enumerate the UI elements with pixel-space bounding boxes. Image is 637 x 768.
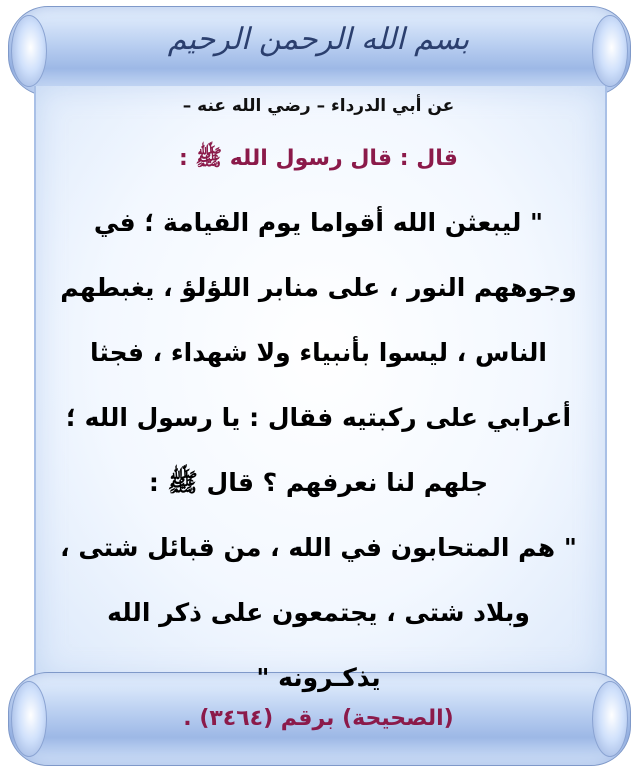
hadith-line: أعرابي على ركبتيه فقال : يا رسول الله ؛ bbox=[65, 403, 572, 432]
hadith-line: الناس ، ليسوا بأنبياء ولا شهداء ، فجثا bbox=[90, 338, 547, 367]
hadith-text bbox=[0, 190, 637, 710]
source-reference: (الصحيحة) برقم (٣٤٦٤) . bbox=[183, 706, 454, 731]
basmala-calligraphy: بسم الله الرحمن الرحيم bbox=[167, 22, 470, 57]
narrator-line: عن أبي الدرداء – رضي الله عنه – bbox=[182, 96, 455, 116]
hadith-line: " ليبعثن الله أقواما يوم القيامة ؛ في bbox=[93, 208, 544, 237]
hadith-line: جلهم لنا نعرفهم ؟ قال ﷺ : bbox=[148, 468, 489, 497]
hadith-line: وبلاد شتى ، يجتمعون على ذكر الله bbox=[107, 598, 530, 627]
prophet-said-line: قال : قال رسول الله ﷺ : bbox=[179, 146, 458, 171]
hadith-line: وجوههم النور ، على منابر اللؤلؤ ، يغبطهم bbox=[60, 273, 577, 302]
hadith-line: " هم المتحابون في الله ، من قبائل شتى ، bbox=[60, 533, 577, 562]
hadith-line: يذكـرونه " bbox=[256, 663, 381, 692]
